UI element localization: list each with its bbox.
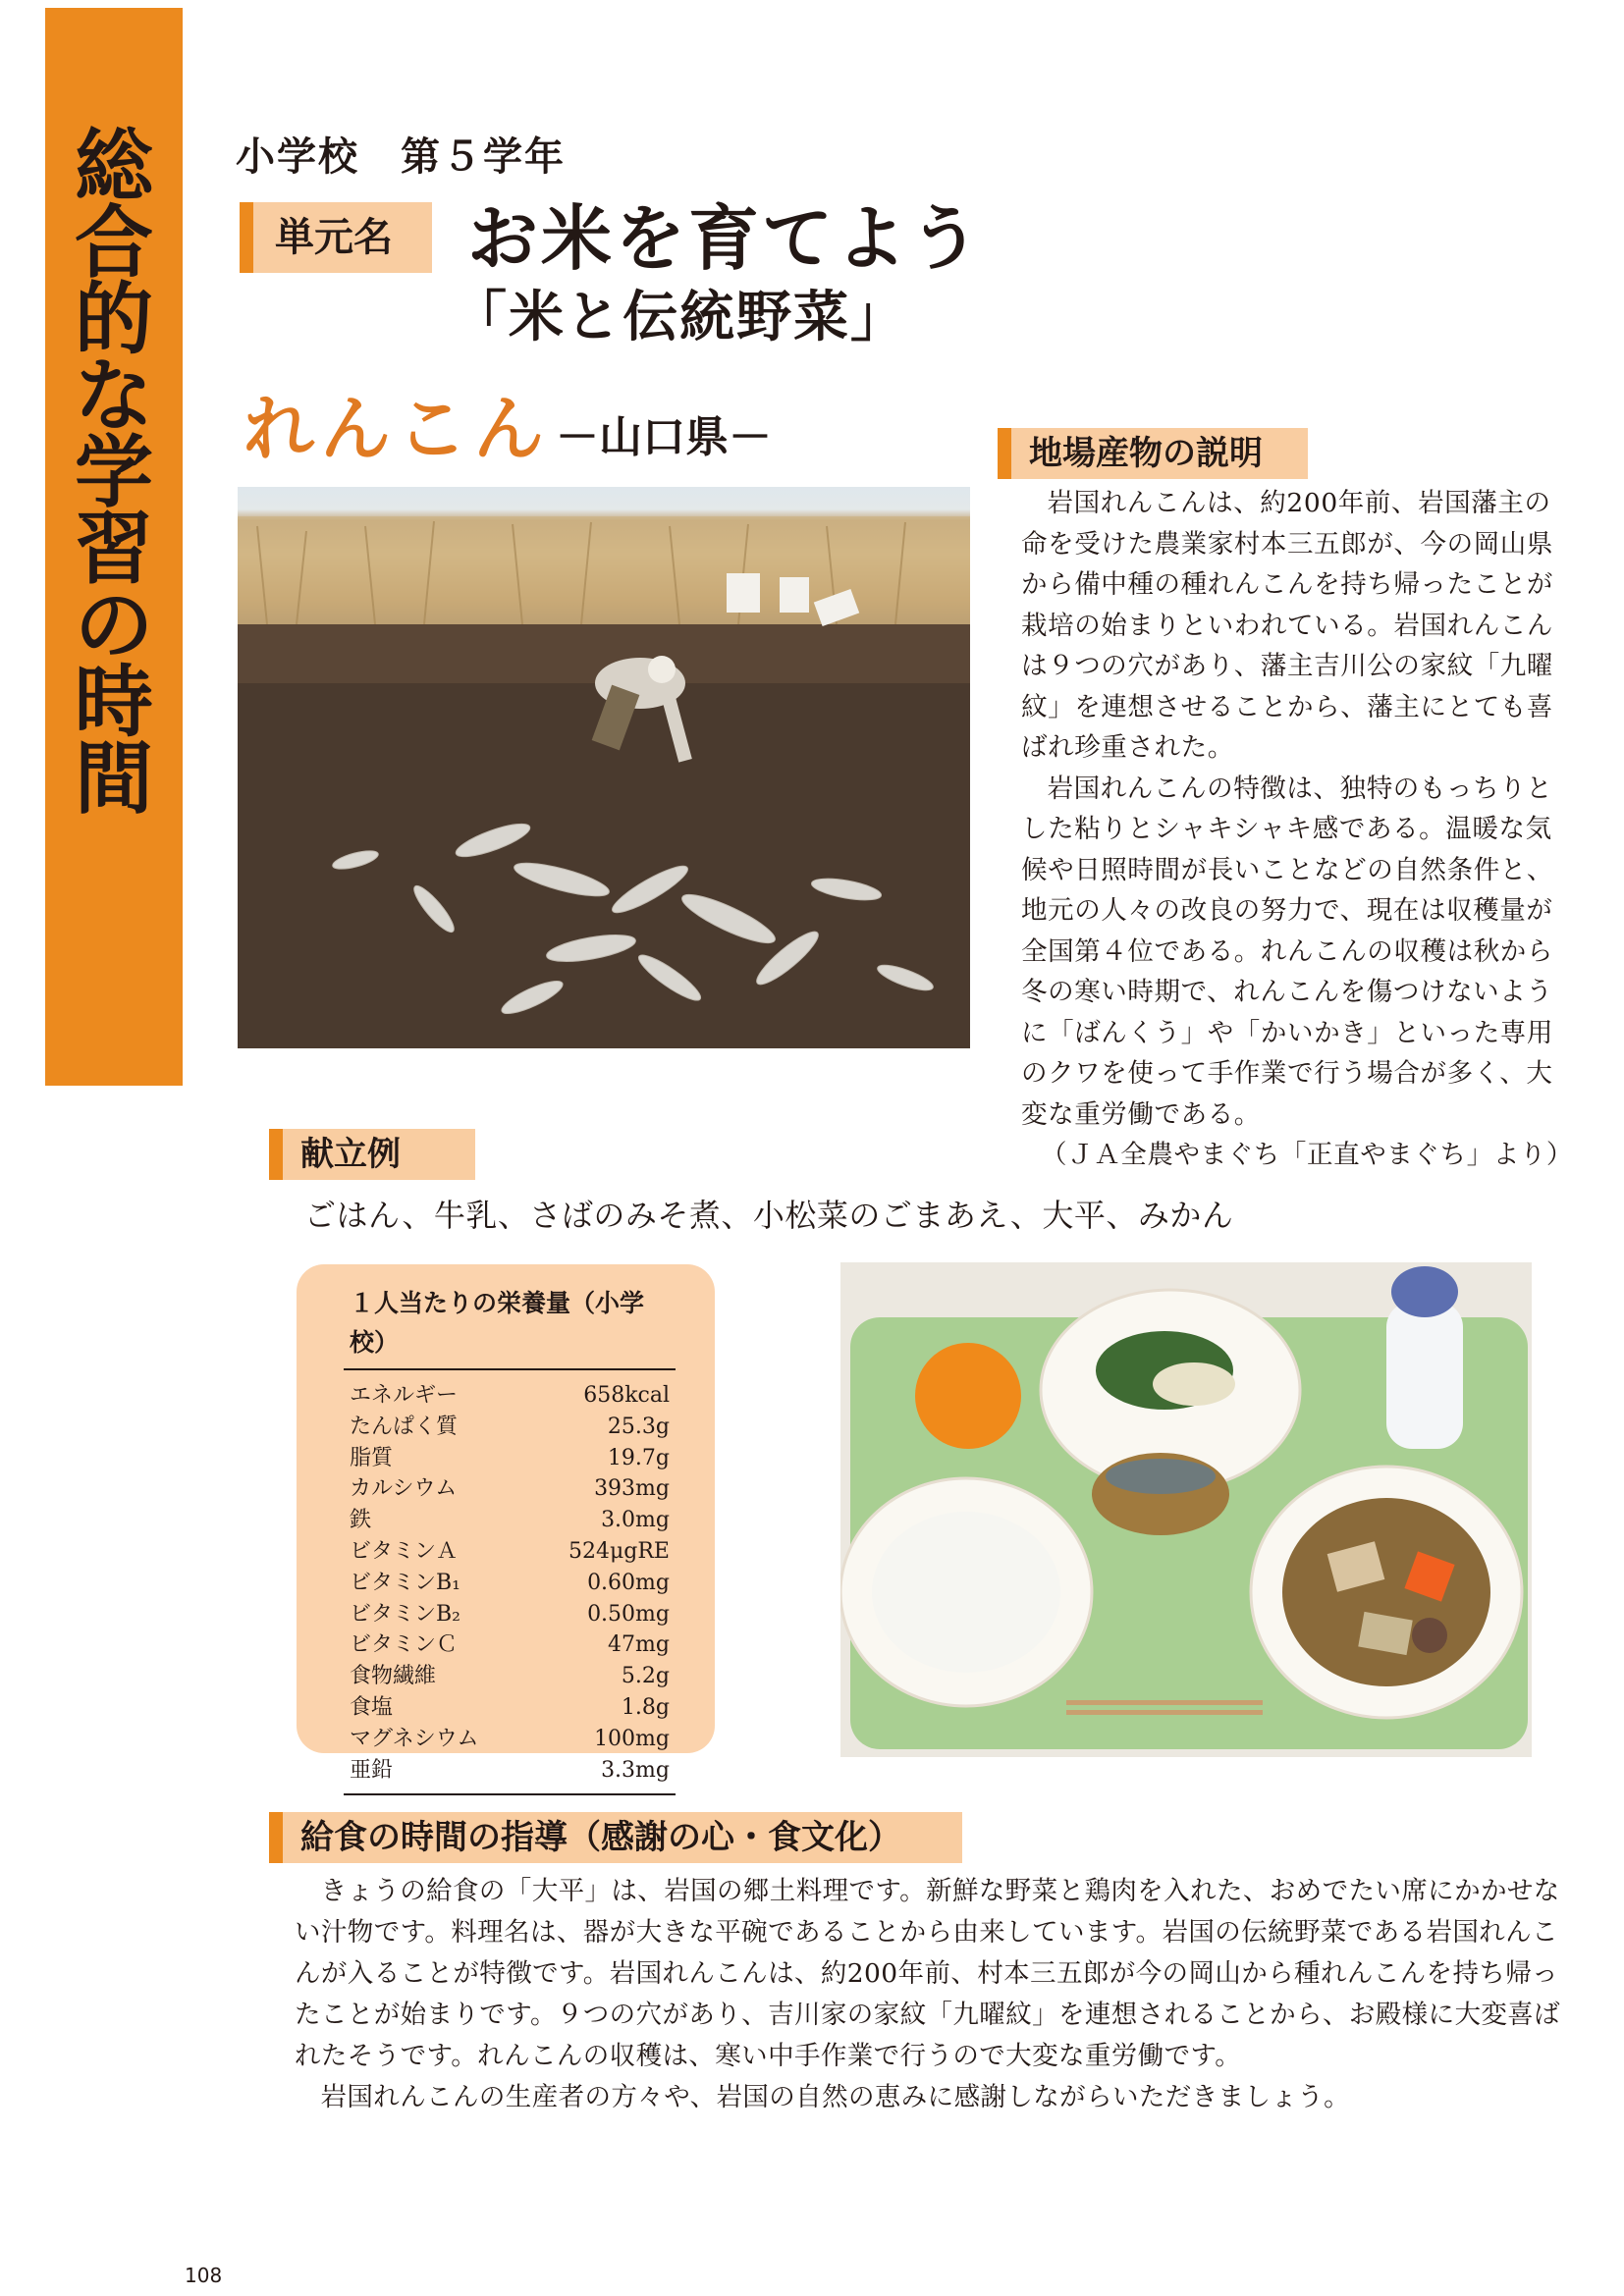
description-paragraph: 岩国れんこんの特徴は、独特のもっちりとした粘りとシャキシャキ感である。温暖な気候や日照時間が長いことなどの自然条件と、地元の人々の改良の努力で、現在は収穫量が全国第４位である。れんこんの収穫は秋から冬の寒い時期で、れんこんを傷つけないように「ばんくう」や「かいかき」といった専用のクワを使って手作業で行う場合が多く、大変な重労働である。	[1021, 773, 1553, 1130]
nutrient-value: 3.3mg	[601, 1757, 670, 1783]
nutrition-divider	[344, 1793, 676, 1795]
nutrient-name: たんぱく質	[350, 1414, 459, 1439]
nutrient-name: エネルギー	[350, 1383, 459, 1408]
nutrient-name: ビタミンＡ	[350, 1538, 459, 1564]
description-heading: 地場産物の説明	[998, 428, 1308, 479]
nutrient-name: ビタミンB₂	[350, 1601, 460, 1627]
unit-label: 単元名	[240, 202, 432, 273]
nutrition-row	[344, 1724, 676, 1755]
nutrient-value: 0.50mg	[587, 1601, 670, 1627]
side-title-band	[45, 8, 183, 1086]
unit-title: お米を育てよう	[467, 196, 984, 280]
nutrition-row	[344, 1568, 676, 1599]
nutrient-name: 脂質	[350, 1445, 394, 1470]
nutrition-row	[344, 1536, 676, 1568]
nutrient-name: マグネシウム	[350, 1726, 479, 1751]
side-title-char: 時	[75, 656, 153, 748]
nutrition-row	[344, 1599, 676, 1630]
guidance-paragraph: きょうの給食の「大平」は、岩国の郷土料理です。新鮮な野菜と鶏肉を入れた、おめでたい席にかかせない汁物です。料理名は、器が大きな平碗であることから由来しています。岩国の伝統野菜である岩国れんこんが入ることが特徴です。岩国れんこんは、約200年前、村本三五郎が今の岡山から種れんこんを持ち帰ったことが始まりです。９つの穴があり、吉川家の家紋「九曜紋」を連想されることから、お殿様に大変喜ばれたそうです。れんこんの収穫は、寒い中手作業で行うので大変な重労働です。	[295, 1876, 1561, 2071]
nutrient-value: 393mg	[594, 1476, 670, 1502]
nutrient-value: 19.7g	[607, 1445, 670, 1470]
nutrition-row	[344, 1661, 676, 1692]
nutrient-name: 食物繊維	[350, 1664, 437, 1689]
side-title	[75, 120, 153, 825]
page-number: 108	[185, 2264, 223, 2287]
nutrition-row	[344, 1629, 676, 1661]
school-lunch-photo	[840, 1262, 1532, 1757]
menu-heading: 献立例	[269, 1129, 475, 1180]
nutrient-value: 658kcal	[583, 1383, 670, 1408]
guidance-paragraph: 岩国れんこんの生産者の方々や、岩国の自然の恵みに感謝しながらいただきましょう。	[320, 2082, 1351, 2112]
nutrition-row	[344, 1692, 676, 1724]
lotus-harvest-photo	[238, 487, 970, 1048]
nutrient-value: 3.0mg	[601, 1508, 670, 1533]
nutrition-row	[344, 1755, 676, 1787]
grade-label: 小学校 第５学年	[236, 134, 566, 180]
side-title-char: 学	[75, 426, 153, 518]
menu-items: ごはん、牛乳、さばのみそ煮、小松菜のごまあえ、大平、みかん	[304, 1197, 1234, 1234]
nutrient-name: 鉄	[350, 1508, 372, 1533]
vegetable-region: －山口県－	[556, 412, 772, 462]
nutrient-name: 亜鉛	[350, 1757, 394, 1783]
nutrition-row	[344, 1443, 676, 1474]
nutrition-box	[297, 1264, 715, 1783]
nutrient-value: 5.2g	[621, 1664, 670, 1689]
side-title-char: 総	[75, 120, 153, 212]
nutrient-name: 食塩	[350, 1694, 394, 1720]
nutrient-value: 47mg	[608, 1632, 670, 1658]
nutrient-value: 0.60mg	[587, 1570, 670, 1595]
side-title-char: 習	[75, 503, 153, 595]
side-title-char: 的	[75, 273, 153, 365]
nutrient-value: 1.8g	[621, 1694, 670, 1720]
nutrition-title: １人当たりの栄養量（小学校）	[344, 1284, 676, 1370]
nutrition-table	[344, 1380, 676, 1786]
nutrient-name: ビタミンB₁	[350, 1570, 460, 1595]
guidance-body	[295, 1871, 1561, 2118]
guidance-heading: 給食の時間の指導（感謝の心・食文化）	[269, 1812, 962, 1863]
nutrition-row	[344, 1380, 676, 1412]
nutrition-row	[344, 1412, 676, 1443]
description-source: （ＪＡ全農やまぐち「正直やまぐち」より）	[1041, 1140, 1573, 1170]
nutrient-value: 524μgRE	[568, 1538, 670, 1564]
nutrient-value: 100mg	[594, 1726, 670, 1751]
description-paragraph: 岩国れんこんは、約200年前、岩国藩主の命を受けた農業家村本三五郎が、今の岡山県から備中種の種れんこんを持ち帰ったことが栽培の始まりといわれている。岩国れんこんは９つの穴があり、藩主吉川公の家紋「九曜紋」を連想させることから、藩主にとても喜ばれ珍重された。	[1021, 488, 1553, 763]
nutrition-row	[344, 1473, 676, 1505]
nutrient-value: 25.3g	[607, 1414, 670, 1439]
side-title-char: の	[75, 579, 153, 671]
side-title-char: 間	[75, 732, 153, 825]
nutrient-name: ビタミンＣ	[350, 1632, 459, 1658]
side-title-char: 合	[75, 196, 153, 289]
nutrient-name: カルシウム	[350, 1476, 458, 1502]
unit-subtitle: 「米と伝統野菜」	[452, 285, 907, 349]
side-title-char: な	[75, 349, 153, 442]
nutrition-row	[344, 1505, 676, 1536]
vegetable-name: れんこん	[244, 388, 551, 470]
description-body	[1021, 483, 1573, 1176]
